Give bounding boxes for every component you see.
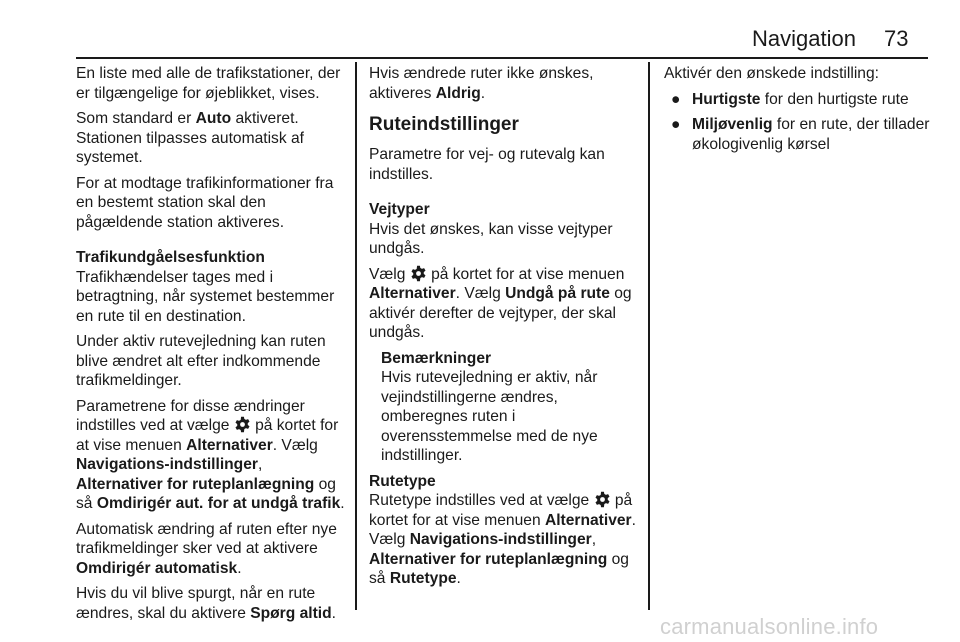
bullet: ● [671, 90, 681, 108]
page-header [0, 0, 960, 58]
menu-term: Auto [195, 110, 232, 127]
paragraph: Aktivér den ønskede indstilling: [664, 65, 879, 82]
gear-icon [594, 491, 611, 508]
column-divider [355, 62, 357, 610]
paragraph: En liste med alle de trafikstationer, der er tilgængelige for øjeblikket, vises. [76, 65, 341, 102]
gear-icon [234, 416, 251, 433]
page-number: 73 [884, 26, 909, 51]
paragraph: Vælg på kortet for at vise menuen Alternativer. Vælg Undgå på rute og aktivér derefter de vejtyper, der skal undgås. [369, 265, 632, 341]
paragraph: Automatisk ændring af ruten efter nye trafikmeldinger sker ved at aktivere Omdirigér automatisk. [76, 520, 337, 577]
note-title: Bemærkninger [381, 349, 492, 367]
paragraph: Hvis det ønskes, kan visse vejtyper undgås. [369, 220, 613, 257]
options-list [664, 90, 936, 155]
watermark: carmanualsonline.info [660, 614, 879, 639]
section-heading-route-settings: Ruteindstillinger [369, 114, 519, 135]
note-text: Hvis rutevejledning er aktiv, når vejindstillingerne ændres, omberegnes ruten i overensstemmelse med de nye indstillinger. [381, 369, 598, 464]
list-item: ● Miljøvenlig for en rute, der tillader økologivenlig kørsel [671, 116, 930, 153]
column-3 [664, 64, 936, 160]
note-box [369, 349, 641, 466]
header-rule [76, 57, 928, 59]
paragraph: Parametre for vej- og rutevalg kan indstilles. [369, 146, 605, 183]
paragraph: Trafikhændelser tages med i betragtning, når systemet bestemmer en rute til en destination. [76, 268, 335, 325]
paragraph: Rutetype indstilles ved at vælge på kortet for at vise menuen Alternativer. Vælg Navigations-indstillinger, Alternativer for ruteplanlægning og så Rutetype. [369, 492, 636, 587]
column-1 [76, 64, 348, 629]
bullet: ● [671, 116, 681, 133]
paragraph: Som standard er Auto aktiveret. Stationen tilpasses automatisk af systemet. [76, 110, 304, 166]
column-divider [648, 62, 650, 610]
paragraph: Under aktiv rutevejledning kan ruten blive ændret alt efter indkommende trafikmeldinger. [76, 333, 326, 389]
subheading-road-types: Vejtyper [369, 201, 430, 218]
paragraph: Hvis du vil blive spurgt, når en rute ændres, skal du aktivere Spørg altid. [76, 585, 336, 622]
header-title: Navigation [752, 26, 856, 51]
paragraph: Hvis ændrede ruter ikke ønskes, aktiveres Aldrig. [369, 65, 594, 102]
gear-icon [410, 265, 427, 282]
column-2 [369, 64, 641, 595]
subheading-traffic-avoidance: Trafikundgåelsesfunktion [76, 249, 265, 266]
subheading-route-type: Rutetype [369, 472, 436, 490]
list-item: ● Hurtigste for den hurtigste rute [671, 90, 909, 108]
paragraph: For at modtage trafikinformationer fra en bestemt station skal den pågældende station aktiveres. [76, 174, 334, 231]
paragraph: Parametrene for disse ændringer indstilles ved at vælge på kortet for at vise menuen Alternativer. Vælg Navigations-indstillinger, Alternativer for ruteplanlægning og så Omdirigér aut. for at undgå trafik. [76, 397, 345, 512]
